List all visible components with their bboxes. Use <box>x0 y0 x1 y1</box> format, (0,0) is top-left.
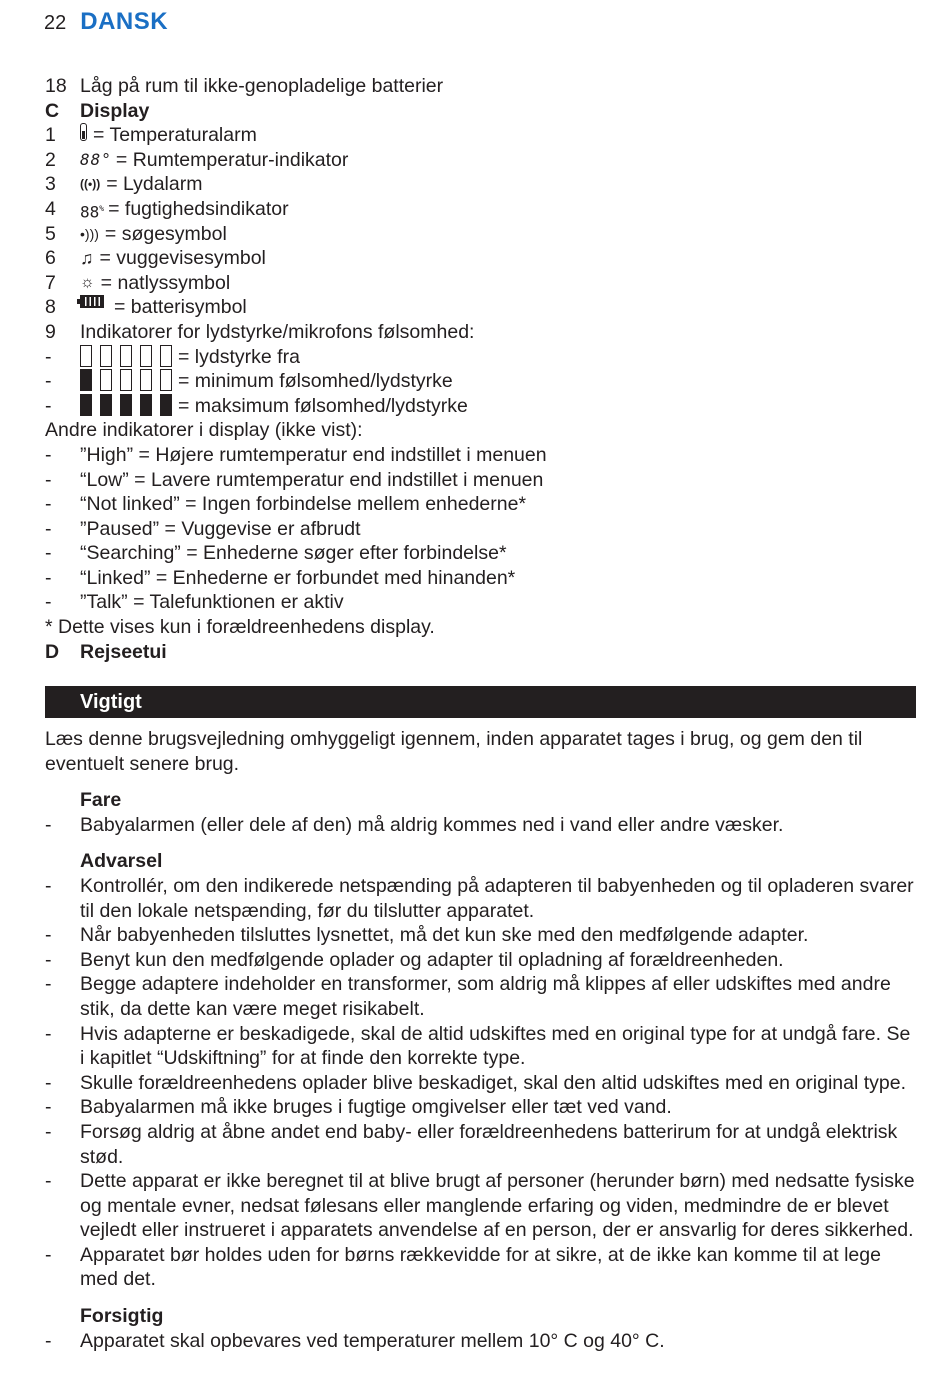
item-text: Dette apparat er ikke beregnet til at blive brugt af personer (herunder børn) med nedsatte fysiske og mentale evner, nedsat følesans eller manglende erfaring og viden, medmindre de er blevet vejledt eller instrueret i apparatets anvendelse af en person, der er ansvarlig for deres sikkerhed. <box>80 1170 915 1242</box>
level-bar-empty <box>140 345 152 367</box>
list-item <box>45 271 920 296</box>
list-item <box>45 295 920 320</box>
list-dash: - <box>45 973 52 996</box>
list-dash: - <box>45 345 52 368</box>
footnote-text: * Dette vises kun i forældreenhedens display. <box>45 616 435 639</box>
list-item <box>45 517 920 542</box>
temperature-digits-icon: 88° <box>80 149 112 169</box>
nightlight-icon: ☼ <box>80 273 95 291</box>
level-bars-off-icon <box>80 345 172 370</box>
item-number: 2 <box>45 148 56 171</box>
list-item <box>45 1243 920 1292</box>
caution-heading: Forsigtig <box>80 1305 164 1328</box>
item-text: Benyt kun den medfølgende oplader og adapter til opladning af forældreenheden. <box>80 948 784 971</box>
level-row <box>45 369 920 394</box>
list-item <box>45 492 920 517</box>
list-item <box>45 1095 920 1120</box>
item-number: 3 <box>45 173 56 196</box>
item-text: Hvis adapterne er beskadigede, skal de altid udskiftes med en original type for at undgå fare. Se i kapitlet “Udskiftning” for at finde den korrekte type. <box>80 1022 911 1070</box>
list-dash: - <box>45 517 52 540</box>
level-bar-filled <box>100 394 112 416</box>
list-item <box>45 1169 920 1243</box>
important-banner <box>45 686 916 718</box>
item-text: ”High” = Højere rumtemperatur end indstillet i menuen <box>80 443 547 466</box>
list-dash: - <box>45 394 52 417</box>
section-title: Display <box>80 99 150 122</box>
item-text: = fugtighedsindikator <box>108 197 289 220</box>
level-bar-filled <box>120 394 132 416</box>
level-bar-empty <box>100 345 112 367</box>
list-item <box>45 590 920 615</box>
important-section <box>45 727 920 1353</box>
level-bars-max-icon <box>80 394 172 419</box>
list-dash: - <box>45 948 52 971</box>
list-item <box>45 1120 920 1169</box>
list-dash: - <box>45 370 52 393</box>
list-item <box>45 1022 920 1071</box>
item-text: Begge adaptere indeholder en transformer, som aldrig må klippes af eller udskiftes med andre stik, da dette kan være meget risikabelt. <box>80 973 891 1020</box>
item-number: 9 <box>45 320 56 343</box>
battery-icon <box>80 295 104 308</box>
item-text: = Lydalarm <box>106 173 203 196</box>
list-item <box>45 1329 920 1354</box>
list-dash: - <box>45 1243 52 1266</box>
sound-alarm-icon: ((•)) <box>80 177 101 192</box>
item-text: Skulle forældreenhedens oplader blive beskadiget, skal den altid udskiftes med en original type. <box>80 1071 906 1094</box>
item-text: Når babyenheden tilsluttes lysnettet, må det kun ske med den medfølgende adapter. <box>80 924 809 947</box>
level-bar-filled <box>80 394 92 416</box>
list-item <box>45 148 920 173</box>
heading-text: Andre indikatorer i display (ikke vist): <box>45 419 363 442</box>
item-text: = vuggevisesymbol <box>99 247 266 270</box>
level-bar-empty <box>100 369 112 391</box>
section-letter: D <box>45 640 60 663</box>
item-text: ”Paused” = Vuggevise er afbrudt <box>80 517 361 540</box>
list-item <box>45 541 920 566</box>
item-text: Kontrollér, om den indikerede netspænding på adapteren til babyenheden og til opladeren svarer til den lokale netspænding, før du tilslutter apparatet. <box>80 874 914 922</box>
language-title: DANSK <box>80 8 169 35</box>
other-indicators-heading <box>45 418 920 443</box>
item-text: = natlyssymbol <box>100 271 231 294</box>
item-text: = batterisymbol <box>114 296 247 319</box>
item-number: 4 <box>45 197 56 220</box>
list-dash: - <box>45 1120 52 1143</box>
danger-list <box>45 813 920 838</box>
section-heading-d <box>45 640 920 665</box>
list-dash: - <box>45 924 52 947</box>
item-text: “Low” = Lavere rumtemperatur end indstillet i menuen <box>80 468 544 491</box>
caution-list <box>45 1329 920 1354</box>
item-text: Babyalarmen må ikke bruges i fugtige omgivelser eller tæt ved vand. <box>80 1096 672 1119</box>
list-item <box>45 222 920 247</box>
list-dash: - <box>45 443 52 466</box>
level-bars-min-icon <box>80 369 172 394</box>
item-text: = Temperaturalarm <box>93 124 257 147</box>
list-item <box>45 972 920 1021</box>
list-item <box>45 1071 920 1096</box>
level-row <box>45 394 920 419</box>
level-row <box>45 345 920 370</box>
section-heading-c <box>45 99 920 124</box>
list-item <box>45 566 920 591</box>
item-text: ”Talk” = Talefunktionen er aktiv <box>80 591 344 614</box>
level-bar-empty <box>120 369 132 391</box>
list-item <box>45 468 920 493</box>
item-text: Indikatorer for lydstyrke/mikrofons følsomhed: <box>80 320 475 343</box>
page-header <box>44 8 168 42</box>
item-text: Låg på rum til ikke-genopladelige batterier <box>80 75 444 97</box>
item-number: 6 <box>45 247 56 270</box>
item-text: = lydstyrke fra <box>178 345 300 368</box>
item-number: 5 <box>45 222 56 245</box>
level-bar-filled <box>160 394 172 416</box>
list-dash: - <box>45 1096 52 1119</box>
level-bar-empty <box>160 345 172 367</box>
list-dash: - <box>45 1329 52 1352</box>
thermometer-icon <box>80 123 87 141</box>
display-section <box>45 74 920 664</box>
list-dash: - <box>45 591 52 614</box>
section-letter: C <box>45 99 60 122</box>
item-text: Apparatet bør holdes uden for børns rækkevidde for at sikre, at de ikke kan komme til at lege med det. <box>80 1243 881 1291</box>
warning-list <box>45 874 920 1292</box>
level-bar-filled <box>80 369 92 391</box>
footnote <box>45 615 920 640</box>
page-number: 22 <box>44 12 67 34</box>
list-item <box>45 948 920 973</box>
list-dash: - <box>45 542 52 565</box>
list-dash: - <box>45 1071 52 1094</box>
item-text: = Rumtemperatur-indikator <box>115 148 349 171</box>
list-item <box>45 172 920 197</box>
item-text: “Not linked” = Ingen forbindelse mellem enhederne* <box>80 493 527 516</box>
music-note-icon: ♫ <box>80 248 94 269</box>
danger-heading: Fare <box>80 789 122 812</box>
list-dash: - <box>45 874 52 897</box>
list-dash: - <box>45 566 52 589</box>
level-bar-filled <box>140 394 152 416</box>
list-dash: - <box>45 493 52 516</box>
list-item <box>45 813 920 838</box>
list-dash: - <box>45 1022 52 1045</box>
banner-title: Vigtigt <box>80 691 142 713</box>
item-text: Forsøg aldrig at åbne andet end baby- eller forældreenhedens batterirum for at undgå elektrisk stød. <box>80 1120 898 1168</box>
warning-heading: Advarsel <box>80 850 163 873</box>
item-text: Babyalarmen (eller dele af den) må aldrig kommes ned i vand eller andre væsker. <box>80 813 784 836</box>
list-item <box>45 246 920 271</box>
list-dash: - <box>45 1170 52 1193</box>
item-number: 8 <box>45 296 56 319</box>
intro-paragraph: Læs denne brugsvejledning omhyggeligt igennem, inden apparatet tages i brug, og gem den til eventuelt senere brug. <box>45 728 863 775</box>
item-text: = maksimum følsomhed/lydstyrke <box>178 394 468 417</box>
item-text: “Linked” = Enhederne er forbundet med hinanden* <box>80 566 516 589</box>
section-title: Rejseetui <box>80 640 167 663</box>
item-text: “Searching” = Enhederne søger efter forbindelse* <box>80 542 507 565</box>
list-item <box>45 74 920 99</box>
level-bar-empty <box>160 369 172 391</box>
list-item <box>45 874 920 923</box>
humidity-icon: 88% <box>80 202 105 222</box>
list-dash: - <box>45 468 52 491</box>
humidity-digits: 88 <box>80 202 100 222</box>
list-item <box>45 443 920 468</box>
item-text: = minimum følsomhed/lydstyrke <box>178 370 453 393</box>
list-item <box>45 123 920 148</box>
list-dash: - <box>45 813 52 836</box>
list-item <box>45 923 920 948</box>
list-item <box>45 197 920 222</box>
list-item <box>45 320 920 345</box>
level-bar-empty <box>120 345 132 367</box>
item-text: Apparatet skal opbevares ved temperaturer mellem 10° C og 40° C. <box>80 1329 665 1352</box>
search-signal-icon: •))) <box>80 225 99 242</box>
item-number: 18 <box>45 75 67 97</box>
item-text: = søgesymbol <box>104 222 227 245</box>
item-number: 1 <box>45 124 56 147</box>
level-bar-empty <box>80 345 92 367</box>
level-bar-empty <box>140 369 152 391</box>
item-number: 7 <box>45 271 56 294</box>
